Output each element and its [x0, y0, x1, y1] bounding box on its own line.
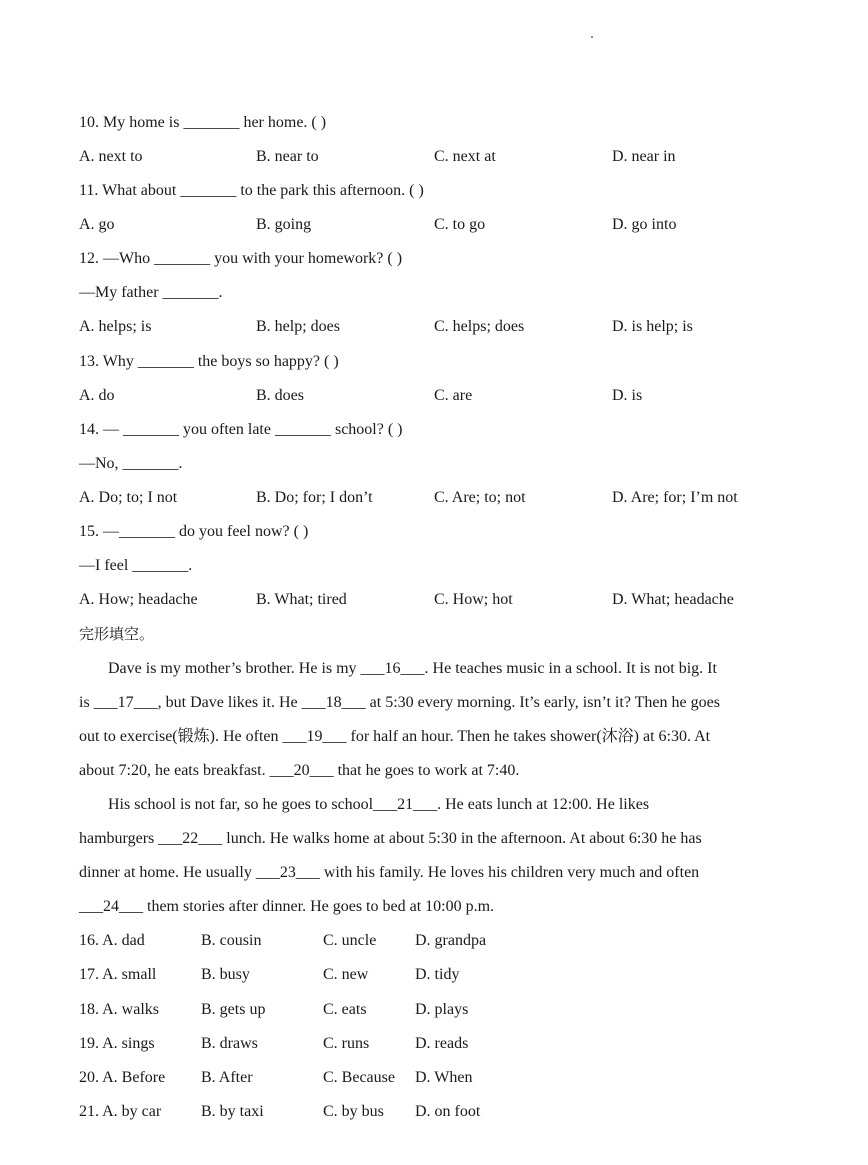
option-b[interactable]: B. What; tired	[256, 591, 347, 608]
option-a[interactable]: 21. A. by car	[79, 1103, 162, 1120]
passage-line: Dave is my mother’s brother. He is my ___16___. He teaches music in a school. It is not big. It	[108, 660, 717, 677]
cloze-question-19	[79, 1034, 839, 1054]
passage-paragraph-2	[79, 788, 784, 924]
option-c[interactable]: C. Because	[323, 1069, 395, 1086]
option-c[interactable]: C. How; hot	[434, 591, 513, 608]
option-a[interactable]: 20. A. Before	[79, 1069, 166, 1086]
option-c[interactable]: C. by bus	[323, 1103, 384, 1120]
option-a[interactable]: A. go	[79, 216, 115, 233]
option-a[interactable]: A. How; headache	[79, 591, 198, 608]
question-10-stem: 10. My home is _______ her home. ( )	[79, 114, 327, 131]
option-b[interactable]: B. help; does	[256, 318, 340, 335]
option-b[interactable]: B. cousin	[201, 932, 262, 949]
passage-paragraph-1	[79, 652, 784, 788]
option-a[interactable]: 16. A. dad	[79, 932, 145, 949]
option-c[interactable]: C. uncle	[323, 932, 377, 949]
passage-line: about 7:20, he eats breakfast. ___20___ that he goes to work at 7:40.	[79, 762, 520, 779]
question-12-options	[79, 317, 839, 337]
question-15-stem: 15. —_______ do you feel now? ( )	[79, 523, 309, 540]
option-a[interactable]: 18. A. walks	[79, 1001, 159, 1018]
option-b[interactable]: B. near to	[256, 148, 319, 165]
option-d[interactable]: D. on foot	[415, 1103, 481, 1120]
option-a[interactable]: A. next to	[79, 148, 143, 165]
passage-line: His school is not far, so he goes to school___21___. He eats lunch at 12:00. He likes	[108, 796, 650, 813]
option-d[interactable]: D. near in	[612, 148, 676, 165]
question-14-answer-line: —No, _______.	[79, 455, 183, 472]
passage-line: out to exercise(锻炼). He often ___19___ for half an hour. Then he takes shower(沐浴) at 6:30. At	[79, 728, 711, 745]
question-11-stem: 11. What about _______ to the park this afternoon. ( )	[79, 182, 424, 199]
question-11-options	[79, 215, 839, 235]
question-12-answer-line: —My father _______.	[79, 284, 223, 301]
question-10-options	[79, 147, 839, 167]
section-title: 完形填空。	[79, 625, 155, 643]
option-d[interactable]: D. What; headache	[612, 591, 734, 608]
passage-line: ___24___ them stories after dinner. He goes to bed at 10:00 p.m.	[79, 898, 495, 915]
option-b[interactable]: B. draws	[201, 1035, 258, 1052]
option-c[interactable]: C. helps; does	[434, 318, 525, 335]
option-b[interactable]: B. going	[256, 216, 312, 233]
option-b[interactable]: B. busy	[201, 966, 250, 983]
passage-line: dinner at home. He usually ___23___ with his family. He loves his children very much and often	[79, 864, 700, 881]
cloze-question-17	[79, 965, 839, 985]
question-12-stem: 12. —Who _______ you with your homework? ( )	[79, 250, 403, 267]
option-d[interactable]: D. is help; is	[612, 318, 693, 335]
option-c[interactable]: C. new	[323, 966, 369, 983]
option-c[interactable]: C. runs	[323, 1035, 370, 1052]
cloze-question-21	[79, 1102, 839, 1122]
question-14-options	[79, 488, 839, 508]
option-a[interactable]: A. helps; is	[79, 318, 152, 335]
option-d[interactable]: D. is	[612, 387, 643, 404]
option-b[interactable]: B. After	[201, 1069, 253, 1086]
question-15-options	[79, 590, 839, 610]
cloze-question-18	[79, 1000, 839, 1020]
question-15-answer-line: —I feel _______.	[79, 557, 193, 574]
page-mark	[591, 36, 593, 38]
option-d[interactable]: D. go into	[612, 216, 677, 233]
passage-line: is ___17___, but Dave likes it. He ___18___ at 5:30 every morning. It’s early, isn’t it? Then he goes	[79, 694, 720, 711]
question-13-options	[79, 386, 839, 406]
option-b[interactable]: B. gets up	[201, 1001, 266, 1018]
option-d[interactable]: D. tidy	[415, 966, 460, 983]
option-a[interactable]: 19. A. sings	[79, 1035, 155, 1052]
option-a[interactable]: A. Do; to; I not	[79, 489, 178, 506]
question-13-stem: 13. Why _______ the boys so happy? ( )	[79, 353, 339, 370]
cloze-question-20	[79, 1068, 839, 1088]
option-c[interactable]: C. eats	[323, 1001, 367, 1018]
option-d[interactable]: D. reads	[415, 1035, 469, 1052]
passage-line: hamburgers ___22___ lunch. He walks home at about 5:30 in the afternoon. At about 6:30 he has	[79, 830, 702, 847]
option-c[interactable]: C. to go	[434, 216, 486, 233]
option-a[interactable]: A. do	[79, 387, 115, 404]
question-14-stem: 14. — _______ you often late _______ school? ( )	[79, 421, 403, 438]
option-a[interactable]: 17. A. small	[79, 966, 157, 983]
option-d[interactable]: D. grandpa	[415, 932, 487, 949]
option-b[interactable]: B. by taxi	[201, 1103, 264, 1120]
option-d[interactable]: D. When	[415, 1069, 473, 1086]
option-c[interactable]: C. next at	[434, 148, 496, 165]
option-d[interactable]: D. plays	[415, 1001, 469, 1018]
option-c[interactable]: C. are	[434, 387, 473, 404]
option-b[interactable]: B. does	[256, 387, 304, 404]
cloze-question-16	[79, 931, 839, 951]
option-c[interactable]: C. Are; to; not	[434, 489, 526, 506]
option-d[interactable]: D. Are; for; I’m not	[612, 489, 738, 506]
option-b[interactable]: B. Do; for; I don’t	[256, 489, 373, 506]
